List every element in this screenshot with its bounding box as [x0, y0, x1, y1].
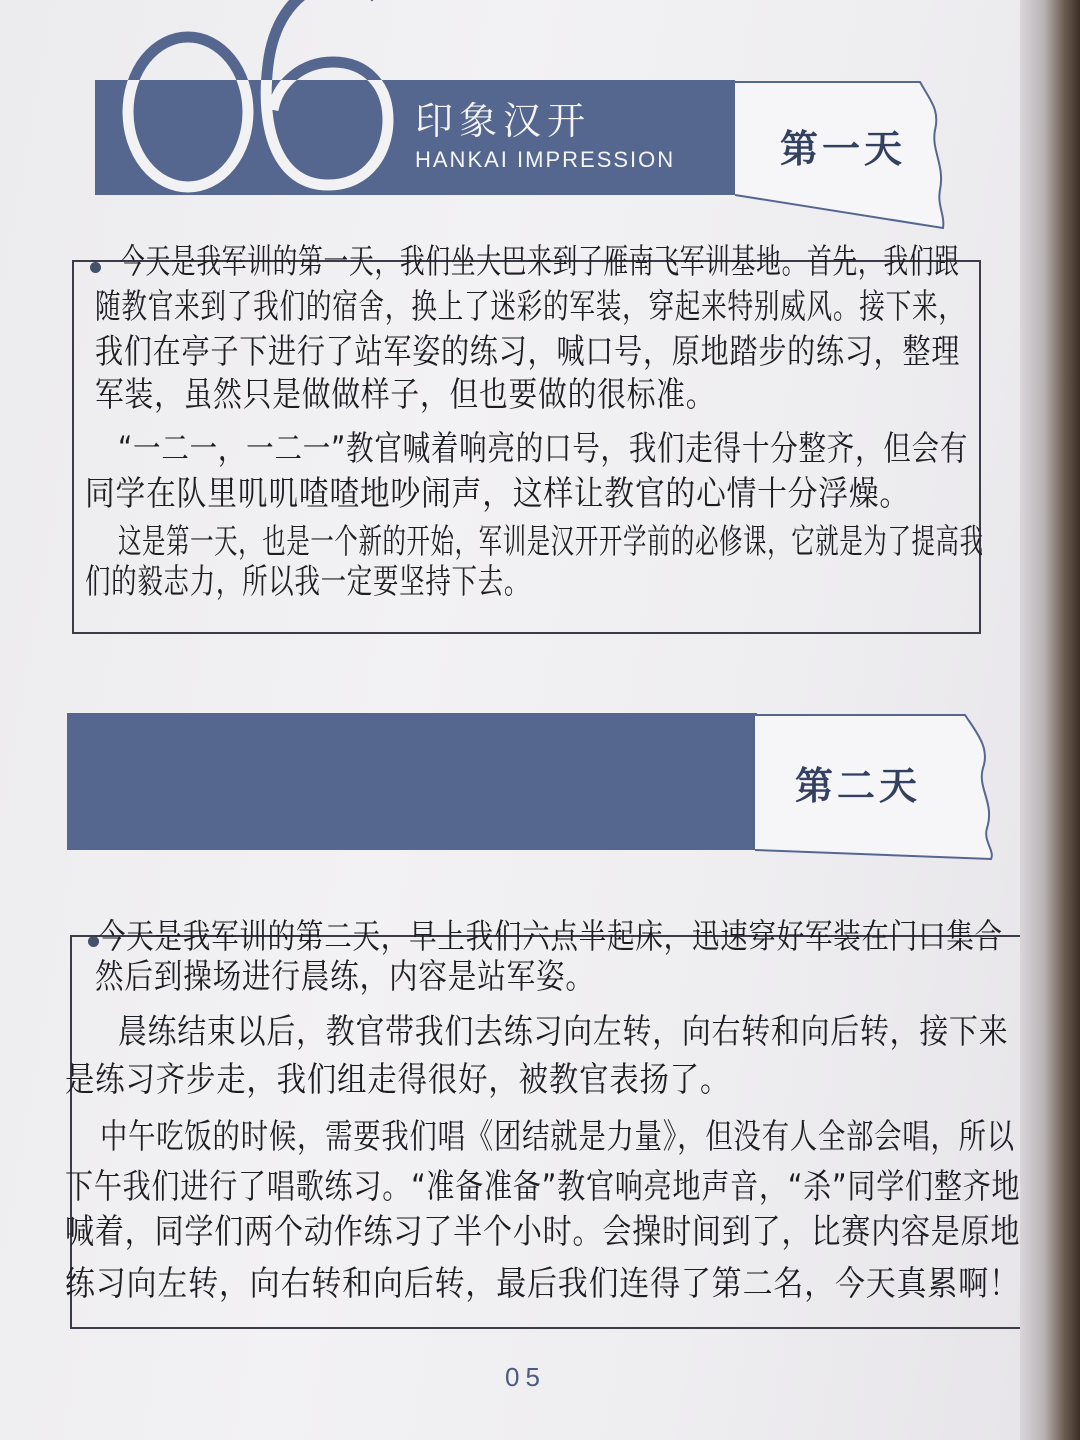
journal-line: 我们在亭子下进行了站军姿的练习，喊口号，原地踏步的练习，整理 — [95, 332, 961, 372]
journal-line: 这是第一天，也是一个新的开始，军训是汉开开学前的必修课，它就是为了提高我 — [118, 522, 984, 562]
journal-line: 喊着，同学们两个动作练习了半个小时。会操时间到了，比赛内容是原地 — [65, 1212, 1021, 1252]
day1-label: 第一天 — [780, 127, 907, 171]
journal-line: 然后到操场进行晨练，内容是站军姿。 — [95, 957, 595, 997]
chapter-number-graphic — [108, 0, 398, 195]
journal-line: 今天是我军训的第二天，早上我们六点半起床，迅速穿好军装在门口集合 — [98, 917, 1003, 957]
journal-line: “一二一，一二一”教官喊着响亮的口号，我们走得十分整齐，但会有 — [118, 429, 969, 469]
page-number: 05 — [505, 1362, 546, 1392]
journal-line: 们的毅志力，所以我一定要坚持下去。 — [85, 562, 531, 602]
section-title-en: HANKAI IMPRESSION — [415, 147, 676, 172]
day2-label: 第二天 — [795, 764, 922, 808]
page-edge-shadow — [1020, 0, 1080, 1440]
chapter-number — [108, 0, 398, 195]
journal-line: 今天是我军训的第一天，我们坐大巴来到了雁南飞军训基地。首先，我们跟 — [120, 242, 960, 282]
journal-line: 随教官来到了我们的宿舍，换上了迷彩的军装，穿起来特别威风。接下来， — [95, 287, 965, 327]
section-title-cn: 印象汉开 — [415, 99, 592, 143]
journal-line: 下午我们进行了唱歌练习。“准备准备”教官响亮地声音，“杀”同学们整齐地 — [65, 1167, 1021, 1207]
journal-line: 军装，虽然只是做做样子，但也要做的很标准。 — [95, 375, 716, 415]
journal-line: 晨练结束以后，教官带我们去练习向左转，向右转和向后转，接下来 — [118, 1012, 1009, 1052]
journal-line: 是练习齐步走，我们组走得很好，被教官表扬了。 — [65, 1060, 731, 1100]
journal-line: 中午吃饭的时候，需要我们唱《团结就是力量》，但没有人全部会唱，所以 — [100, 1117, 1015, 1157]
section-header-band-day2 — [67, 713, 757, 850]
journal-line: 练习向左转，向右转和向后转，最后我们连得了第二名，今天真累啊！ — [65, 1264, 1020, 1304]
journal-line: 同学在队里叽叽喳喳地吵闹声，这样让教官的心情十分浮燥。 — [85, 474, 910, 514]
